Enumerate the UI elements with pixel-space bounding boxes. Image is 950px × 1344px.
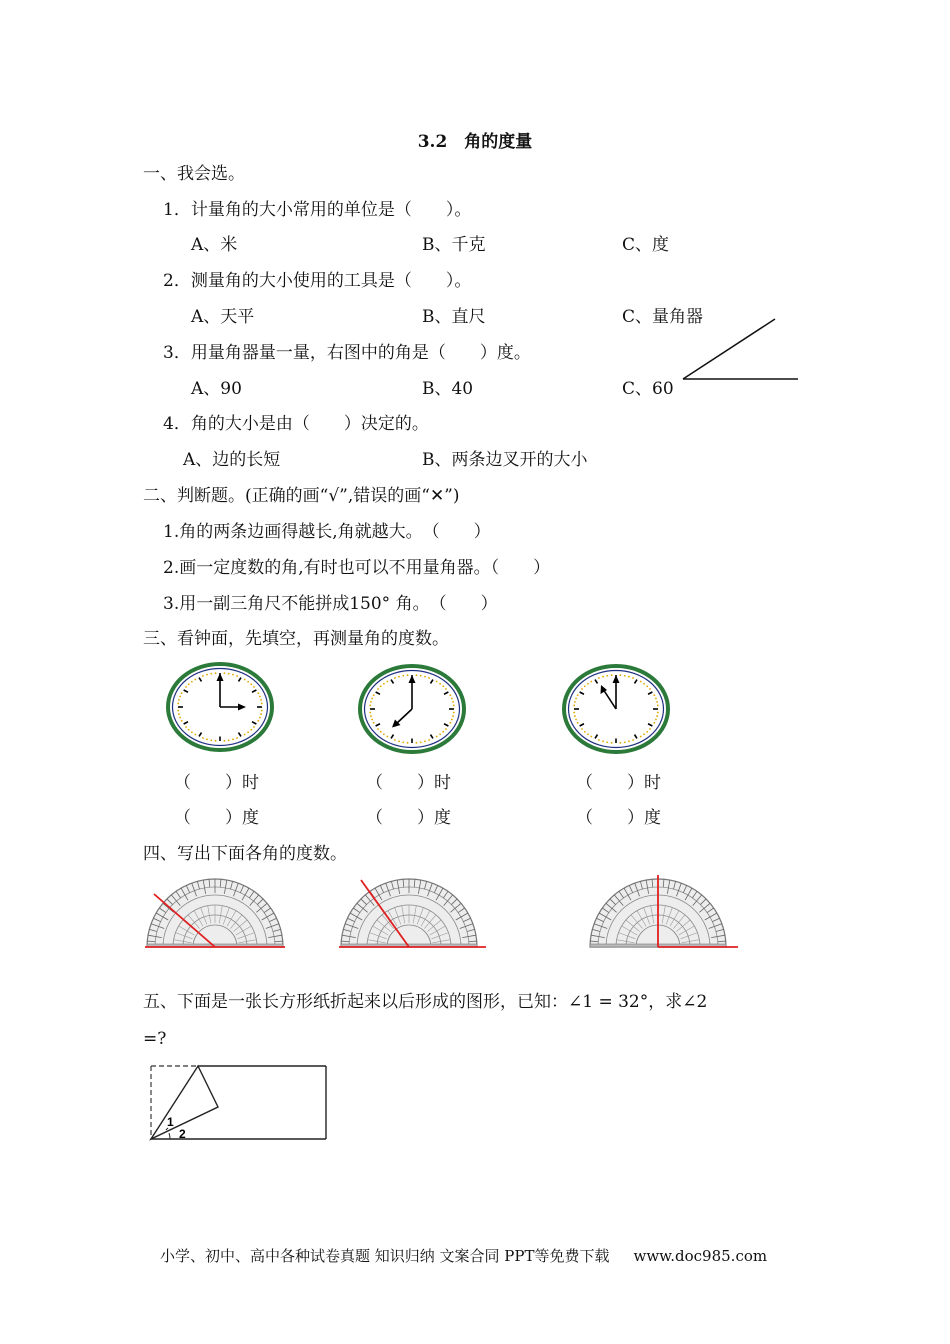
q3-option-a: A、90 [191, 379, 242, 399]
q3-option-b: B、40 [422, 379, 474, 399]
angle-2-label: 2 [179, 1127, 186, 1141]
question-1: 1．计量角的大小常用的单位是（ ）。 [163, 200, 472, 220]
footer [160, 1245, 767, 1266]
footer-text: 小学、初中、高中各种试卷真题 知识归纳 文案合同 PPT等免费下载 [160, 1247, 610, 1265]
clock2-degree-blank: （ ）度 [366, 808, 451, 828]
clock2-hour-blank: （ ）时 [366, 773, 451, 793]
clock-8-oclock [358, 664, 466, 754]
q2-option-a: A、天平 [191, 307, 255, 327]
section5-heading-cont: =? [143, 1029, 167, 1049]
protractor-1 [143, 872, 288, 952]
section5-heading: 五、下面是一张长方形纸折起来以后形成的图形，已知：∠1 = 32°，求∠2 [143, 992, 708, 1012]
section2-heading: 二、判断题。(正确的画“√”,错误的画“✕”) [143, 486, 460, 506]
question-2: 2．测量角的大小使用的工具是（ ）。 [163, 271, 472, 291]
q1-option-b: B、千克 [422, 235, 486, 255]
judge-item-1: 1.角的两条边画得越长,角就越大。 （ ） [163, 522, 491, 542]
q1-option-a: A、米 [191, 235, 238, 255]
folded-paper-figure [146, 1060, 331, 1145]
clock1-hour-blank: （ ）时 [174, 773, 259, 793]
q2-option-c: C、量角器 [622, 307, 704, 327]
section3-heading: 三、看钟面，先填空，再测量角的度数。 [143, 629, 449, 649]
page-title: 3.2 角的度量 [417, 132, 533, 152]
protractor-2 [339, 872, 489, 952]
section1-heading: 一、我会选。 [143, 164, 245, 184]
q3-option-c: C、60 [622, 379, 674, 399]
q4-option-a: A、边的长短 [183, 450, 281, 470]
judge-item-2: 2.画一定度数的角,有时也可以不用量角器。（ ） [163, 558, 551, 578]
section4-heading: 四、写出下面各角的度数。 [143, 844, 347, 864]
clock-3-oclock [166, 662, 274, 752]
question-3: 3．用量角器量一量，右图中的角是（ ）度。 [163, 343, 531, 363]
q1-option-c: C、度 [622, 235, 670, 255]
question-4: 4．角的大小是由（ ）决定的。 [163, 414, 429, 434]
clock3-degree-blank: （ ）度 [576, 808, 661, 828]
clock3-hour-blank: （ ）时 [576, 773, 661, 793]
q2-option-b: B、直尺 [422, 307, 486, 327]
angle-1-label: 1 [167, 1115, 174, 1129]
clock-11-oclock [562, 664, 670, 754]
judge-item-3: 3.用一副三角尺不能拼成150° 角。 （ ） [163, 594, 498, 614]
footer-site: www.doc985.com [633, 1247, 768, 1265]
clock1-degree-blank: （ ）度 [174, 808, 259, 828]
q4-option-b: B、两条边叉开的大小 [422, 450, 588, 470]
protractor-3 [580, 872, 740, 952]
angle-figure [680, 315, 805, 385]
